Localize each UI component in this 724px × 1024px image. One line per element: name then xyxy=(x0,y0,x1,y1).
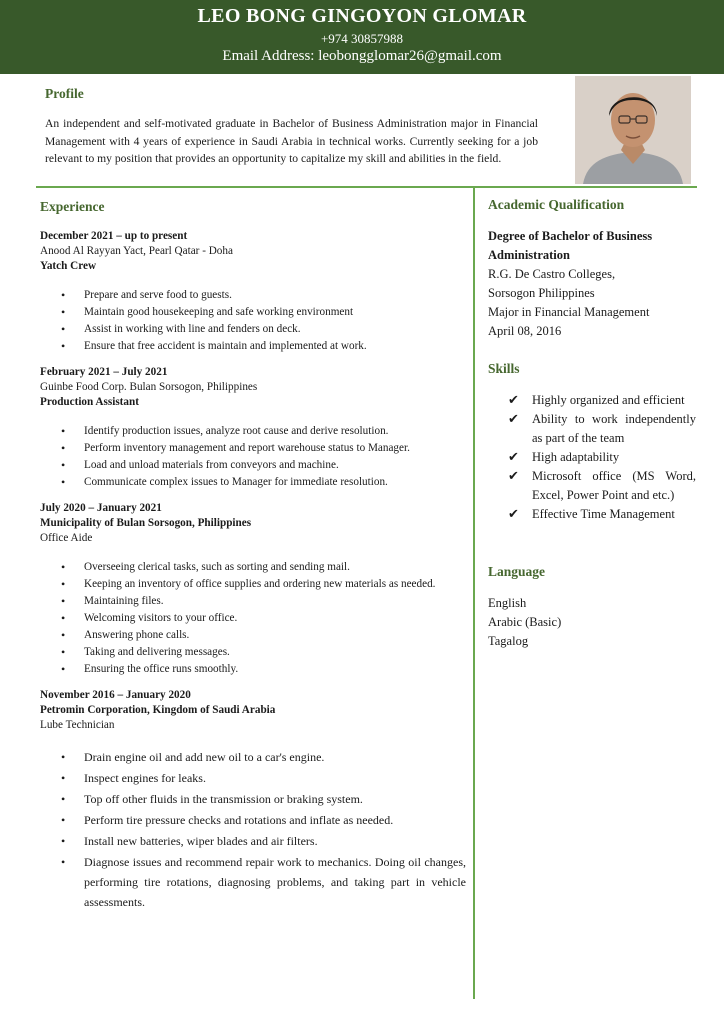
language-list xyxy=(488,594,696,651)
language-item: Arabic (Basic) xyxy=(488,615,562,629)
job-duty-item: • Load and unload materials from conveyors and machine. xyxy=(40,458,468,472)
job-entry xyxy=(40,229,468,353)
job-dates: December 2021 – up to present xyxy=(40,230,188,242)
job-duty-item: • Overseeing clerical tasks, such as sorting and sending mail. xyxy=(40,560,468,574)
language-heading: Language xyxy=(488,564,546,579)
job-duty-item: • Assist in working with line and fenders on deck. xyxy=(40,322,468,336)
language-item: English xyxy=(488,596,527,610)
job-entry xyxy=(40,688,468,912)
job-duty-item: • Taking and delivering messages. xyxy=(40,645,468,659)
job-duties xyxy=(40,424,468,489)
skill-label: High adaptability xyxy=(532,450,620,464)
school-location: Sorsogon Philippines xyxy=(488,286,595,300)
job-duty-item: • Perform tire pressure checks and rotations and inflate as needed. xyxy=(40,810,468,830)
skill-label: Microsoft office (MS Word, Excel, Power Point and etc.) xyxy=(532,469,696,502)
job-duty-item: • Prepare and serve food to guests. xyxy=(40,288,468,302)
skill-item xyxy=(488,448,696,467)
checkmark-icon: ✔ xyxy=(508,507,519,522)
job-duty-item: • Install new batteries, wiper blades and air filters. xyxy=(40,831,468,851)
academic-heading: Academic Qualification xyxy=(488,197,625,212)
academic-details xyxy=(488,227,696,341)
job-duty-item: • Communicate complex issues to Manager for immediate resolution. xyxy=(40,475,468,489)
school-name: R.G. De Castro Colleges, xyxy=(488,267,616,281)
job-duty-item: • Answering phone calls. xyxy=(40,628,468,642)
job-duty-item: • Ensure that free accident is maintain and implemented at work. xyxy=(40,339,468,353)
job-duty-item: • Ensuring the office runs smoothly. xyxy=(40,662,468,676)
degree-title: Degree of Bachelor of Business Administration xyxy=(488,229,653,262)
job-duty-item: • Maintaining files. xyxy=(40,594,468,608)
checkmark-icon: ✔ xyxy=(508,412,519,427)
graduation-date: April 08, 2016 xyxy=(488,324,562,338)
job-dates: November 2016 – January 2020 xyxy=(40,689,191,701)
skill-item xyxy=(488,410,696,448)
job-entry xyxy=(40,501,468,676)
horizontal-divider xyxy=(36,186,697,188)
profile-heading: Profile xyxy=(45,86,84,101)
skill-label: Ability to work independently as part of the team xyxy=(532,412,696,445)
job-duties xyxy=(40,288,468,353)
vertical-divider xyxy=(473,187,475,999)
portrait-image xyxy=(575,76,691,184)
job-duty-item: • Welcoming visitors to your office. xyxy=(40,611,468,625)
job-duty-item: • Inspect engines for leaks. xyxy=(40,768,468,788)
checkmark-icon: ✔ xyxy=(508,393,519,408)
job-position: Lube Technician xyxy=(40,719,115,731)
skills-heading: Skills xyxy=(488,361,520,376)
skill-item xyxy=(488,467,696,505)
phone-number: +974 30857988 xyxy=(320,31,404,46)
job-dates: July 2020 – January 2021 xyxy=(40,502,162,514)
job-employer: Petromin Corporation, Kingdom of Saudi Arabia xyxy=(40,704,276,716)
sidebar-column xyxy=(488,197,696,651)
job-dates: February 2021 – July 2021 xyxy=(40,366,168,378)
job-employer: Anood Al Rayyan Yact, Pearl Qatar - Doha xyxy=(40,245,233,257)
profile-summary: An independent and self-motivated graduate in Bachelor of Business Administration major in Financial Management with 4 years of experience in Saudi Arabia in technical works. Currently seeking for a job relevant to my position that provides an opportunity to capitalize my skill and abilities in the field. xyxy=(45,117,538,165)
job-entry xyxy=(40,365,468,489)
job-duties xyxy=(40,747,468,912)
checkmark-icon: ✔ xyxy=(508,469,519,484)
skills-list xyxy=(488,391,696,524)
profile-photo xyxy=(575,76,691,184)
job-employer: Municipality of Bulan Sorsogon, Philippines xyxy=(40,517,252,529)
applicant-name: LEO BONG GINGOYON GLOMAR xyxy=(197,5,527,27)
job-position: Office Aide xyxy=(40,532,93,544)
job-duty-item: • Perform inventory management and report warehouse status to Manager. xyxy=(40,441,468,455)
job-duty-item: • Identify production issues, analyze root cause and derive resolution. xyxy=(40,424,468,438)
job-duty-item: • Maintain good housekeeping and safe working environment xyxy=(40,305,468,319)
skill-label: Highly organized and efficient xyxy=(532,393,685,407)
job-position: Yatch Crew xyxy=(40,260,97,272)
degree-major: Major in Financial Management xyxy=(488,305,650,319)
job-duty-item: • Diagnose issues and recommend repair work to mechanics. Doing oil changes, performing tire rotations, diagnosing problems, and taking part in vehicle assessments. xyxy=(40,852,468,912)
skill-item xyxy=(488,391,696,410)
language-item: Tagalog xyxy=(488,634,529,648)
resume-header xyxy=(0,0,724,74)
experience-heading: Experience xyxy=(40,199,105,214)
job-duties xyxy=(40,560,468,676)
experience-column xyxy=(40,199,468,924)
job-position: Production Assistant xyxy=(40,396,139,408)
job-duty-item: • Keeping an inventory of office supplies and ordering new materials as needed. xyxy=(40,577,468,591)
job-employer: Guinbe Food Corp. Bulan Sorsogon, Philippines xyxy=(40,381,258,393)
job-duty-item: • Drain engine oil and add new oil to a car's engine. xyxy=(40,747,468,767)
job-duty-item: • Top off other fluids in the transmission or braking system. xyxy=(40,789,468,809)
checkmark-icon: ✔ xyxy=(508,450,519,465)
skill-label: Effective Time Management xyxy=(532,507,675,521)
skill-item xyxy=(488,505,696,524)
email-address: Email Address: leobongglomar26@gmail.com xyxy=(222,48,502,64)
